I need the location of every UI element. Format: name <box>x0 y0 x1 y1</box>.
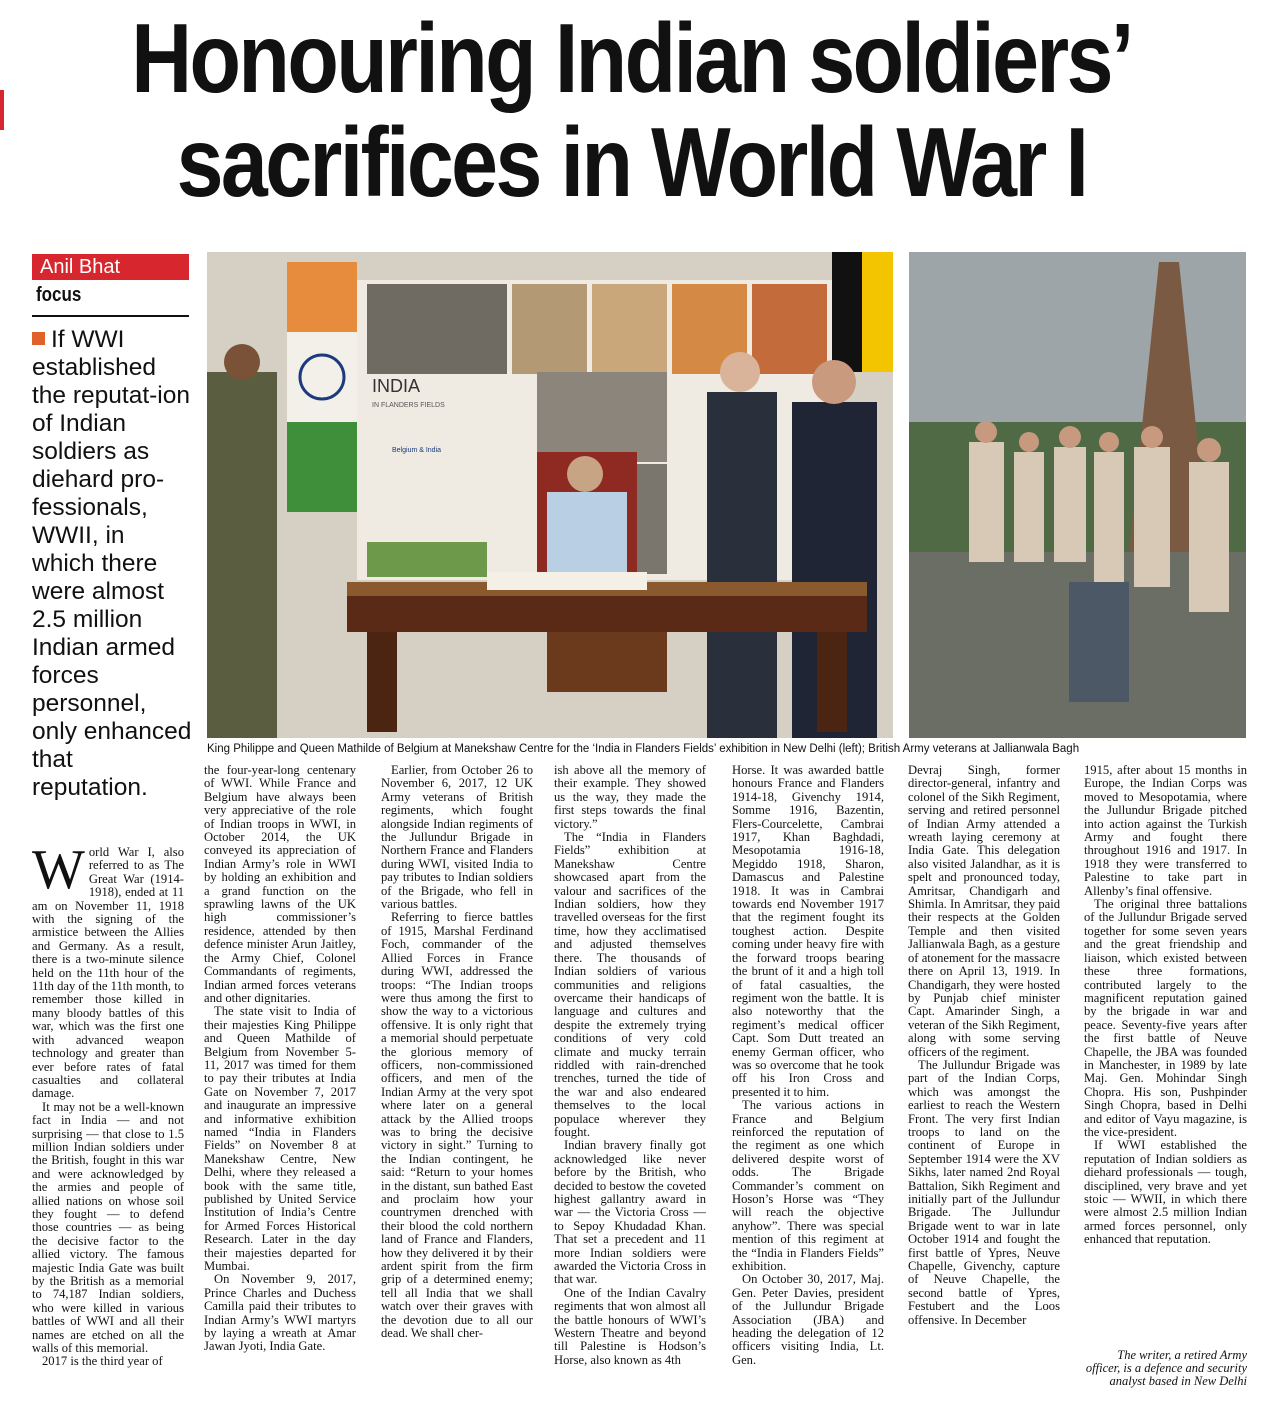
paragraph: Devraj Singh, former director-general, infantry and colonel of the Sikh Regiment, serving and retired personnel of Indian Army attended a wreath laying ceremony at India Gate. This delegation also visited Jalandhar, as it is spelt and pronounced today, Amritsar, Chandigarh and Shimla. In Amritsar, they paid their respects at the Golden Temple and then visited Jallianwala Bagh, as a gesture of atonement for the massacre there on April 13, 1919. In Chandigarh, they were hosted by Punjab chief minister Capt. Amarinder Singh, a veteran of the Sikh Regiment, along with some serving officers of the regiment. <box>908 764 1060 1059</box>
article-column-3 <box>381 764 533 1396</box>
paragraph: The Jullundur Brigade was part of the Indian Corps, which was amongst the earliest to reach the Western Front. The very first Indian troops to land on the continent of Europe in September 1914 were the XV Sikhs, later named 2nd Royal Battalion, Sikh Regiment and initially part of the Jullundur Brigade. The Jullundur Brigade went to war in late October 1914 and fought the first battle of Ypres, Neuve Chapelle, Givenchy, capture of Neuve Chapelle, the second battle of Ypres, Festubert and the Loos offensive. In December <box>908 1057 1060 1327</box>
exhibit-subtitle: IN FLANDERS FIELDS <box>372 402 445 409</box>
exhibit-title: INDIA <box>372 376 421 396</box>
photo-royal-visit <box>207 252 893 738</box>
article-column-5 <box>732 764 884 1396</box>
paragraph: Earlier, from October 26 to November 6, 2017, 12 UK Army veterans of British regiments, which fought alongside Indian regiments of the Jullundur Brigade in Northern France and Flanders during WWI, visited India to pay tributes to Indian soldiers of the Brigade, who fell in various battles. <box>381 764 533 912</box>
paragraph: ish above all the memory of their example. They showed us the way, they made the first steps towards the final victory.” <box>554 764 706 831</box>
paragraph: Indian bravery finally got acknowledged like never before by the British, who decided to bestow the coveted highest gallantry award in war — the Victoria Cross — to Sepoy Khudadad Khan. That set a precedent and 11 more Indian soldiers were awarded the Victoria Cross in that war. <box>554 1138 706 1287</box>
article-column-1 <box>32 846 184 1396</box>
article-column-6 <box>908 764 1060 1396</box>
divider <box>32 315 189 317</box>
paragraph: 2017 is the third year of <box>42 1354 163 1369</box>
article-column-2 <box>204 764 356 1396</box>
paragraph: The various actions in France and Belgium reinforced the reputation of the regiment as one which delivered despite worst of odds. The Brigade Commander’s comment on Hoson’s Horse was “They will reach the objective anyhow”. There was special mention of this regiment at the “India in Flanders Fields” exhibition. <box>732 1098 884 1274</box>
section-label: focus <box>36 284 82 306</box>
paragraph: On October 30, 2017, Maj. Gen. Peter Davies, president of the Jullundur Brigade Association (JBA) and heading the delegation of 12 officers visiting India, Lt. Gen. <box>732 1272 884 1367</box>
article-column-4 <box>554 764 706 1396</box>
drop-cap: W <box>32 846 85 901</box>
paragraph: The original three battalions of the Jullundur Brigade served together for some seven years and the great friendship and liaison, which existed between these three formations, contributed largely to the magnificent reputation gained by the brigade in war and peace. Seventy-five years after the first battle of Neuve Chapelle, the JBA was founded in Manchester, in 1989 by late Maj. Gen. Mohindar Singh Chopra. His son, Pushpinder Singh Chopra, based in Delhi and editor of Vayu magazine, is the vice-president. <box>1084 897 1247 1139</box>
author-byline: Anil Bhat <box>32 254 189 280</box>
paragraph: 1915, after about 15 months in Europe, the Indian Corps was moved to Mesopotamia, where the Jullundur Brigade pitched into action against the Turkish Army and fought there throughout 1916 and 1917. In 1918 they were transferred to Palestine to take part in Allenby’s final offensive. <box>1084 764 1247 898</box>
paragraph: The state visit to India of their majesties King Philippe and Queen Mathilde of Belgium from November 5-11, 2017 was timed for them to pay their tributes at India Gate on November 7, 2017 and inaugurate an impressive and informative exhibition named “India in Flanders Fields” on November 8 at Manekshaw Centre, New Delhi, where they released a book with the same title, published by United Service Institution of India’s Centre for Armed Forces Historical Research. Later in the day their majesties departed for Mumbai. <box>204 1004 356 1274</box>
headline-line-1: Honouring Indian soldiers’ <box>131 3 1132 113</box>
paragraph: It may not be a well-known fact in India — and not surprising — that close to 1.5 million Indian soldiers under the British, fought in this war and were acknowledged by the armies and people of allied nations on whose soil they fought — to defend those countries — as being the decisive factor to the allied victory. The famous majestic India Gate was built by the British as a memorial to 74,187 Indian soldiers, who were killed in various battles of WWI and all their names are etched on all the walls of this memorial. <box>32 1099 184 1356</box>
margin-accent <box>0 90 4 130</box>
exhibit-logo-text: Belgium & India <box>392 447 442 454</box>
photo-caption: King Philippe and Queen Mathilde of Belgium at Manekshaw Centre for the ‘India in Flanders Fields’ exhibition in New Delhi (left); British Army veterans at Jallianwala Bagh <box>207 743 1080 755</box>
paragraph: The “India in Flanders Fields” exhibition at Manekshaw Centre showcased apart from the valour and sacrifices of the Indian soldiers, how they travelled overseas for the first time, how they acclimatised and adjusted themselves there. The thousands of Indian soldiers of various communities and religions overcame their handicaps of language and cultures and despite the extremely trying conditions of very cold climate and mucky terrain riddled with rain-drenched trenches, turned the tide of the war and also endeared themselves to the local populace wherever they fought. <box>554 830 706 1139</box>
headline-line-2: sacrifices in World War I <box>176 107 1087 217</box>
paragraph: the four-year-long centenary of WWI. While France and Belgium have always been very appreciative of the role of Indian troops in WWI, in October 2014, the UK conveyed its appreciation of Indian Army’s role in WWI by holding an exhibition and a grand function on the sprawling lawns of the UK high commissioner’s residence, attended by then defence minister Arun Jaitley, the Army Chief, Colonel Commandants of regiments, Indian armed forces veterans and other dignitaries. <box>204 764 356 1005</box>
paragraph: Referring to fierce battles of 1915, Marshal Ferdinand Foch, commander of the Allied Forces in France during WWI, addressed the troops: “The Indian troops were thus among the first to show the way to a victorious offensive. It is only right that a memorial should perpetuate the glorious memory of officers, non-commissioned officers, and men of the Indian Army at the very spot where later on a general attack by the Allied troops was to bring the decisive victory in sight.” Turning to the Indian contingent, he said: “Return to your homes in the distant, sun bathed East and proclaim how your countrymen drenched with their blood the cold northern land of France and Flanders, how they delivered it by their ardent spirit from the firm grip of a determined enemy; tell all India that we shall watch over their graves with the devotion due to all our dead. We shall cher- <box>381 910 533 1341</box>
pull-quote-text: If WWI established the reputat-ion of Indian soldiers as diehard pro-fessionals, WWII, in which there were almost 2.5 million Indian armed forces personnel, only enhanced that reputation. <box>32 326 192 801</box>
author-signoff: The writer, a retired Army officer, is a defence and security analyst based in New Delhi <box>1085 1348 1247 1388</box>
headline <box>88 0 1174 232</box>
square-bullet-icon <box>32 332 45 345</box>
pull-quote <box>32 326 192 802</box>
paragraph: If WWI established the reputation of Indian soldiers as diehard professionals — tough, disciplined, very brave and yet stoic — WWII, in which there were almost 2.5 million Indian armed forces personnel, only enhanced that reputation. <box>1084 1138 1247 1247</box>
photo-veterans <box>909 252 1246 738</box>
paragraph: Horse. It was awarded battle honours France and Flanders 1914-18, Givenchy 1914, Somme 1916, Bazentin, Flers-Courcelette, Cambrai 1917, Khan Baghdadi, Mesopotamia 1916-18, Megiddo 1918, Sharon, Damascus and Palestine 1918. It was in Cambrai towards end November 1917 that the regiment fought its toughest action. Despite coming under heavy fire with the forward troops bearing the brunt of it and a high toll of fatal casualties, the regiment won the battle. It is also noteworthy that the regiment’s medical officer Capt. Som Dutt treated an enemy German officer, who was so overcome that he took off his Iron Cross and presented it to him. <box>732 764 884 1099</box>
paragraph: On November 9, 2017, Prince Charles and Duchess Camilla paid their tributes to Indian Army’s WWI martyrs by laying a wreath at Amar Jawan Jyoti, India Gate. <box>204 1272 356 1354</box>
paragraph: World War I, also referred to as The Great War (1914-1918), ended at 11 am on November 11, 1918 with the signing of the armistice between the Allies and Germany. As a result, there is a two-minute silence held on the 11th hour of the 11th day of the 11th month, to remember those killed in many bloody battles of this war, which was the first one with advanced weapon technology and greater than ever before rates of fatal casualties and collateral damage. <box>32 846 184 1101</box>
paragraph: One of the Indian Cavalry regiments that won almost all the battle honours of WWI’s Western Theatre and beyond till Palestine is Hodson’s Horse, also known as 4th <box>554 1285 706 1367</box>
article-column-7 <box>1084 764 1247 1334</box>
